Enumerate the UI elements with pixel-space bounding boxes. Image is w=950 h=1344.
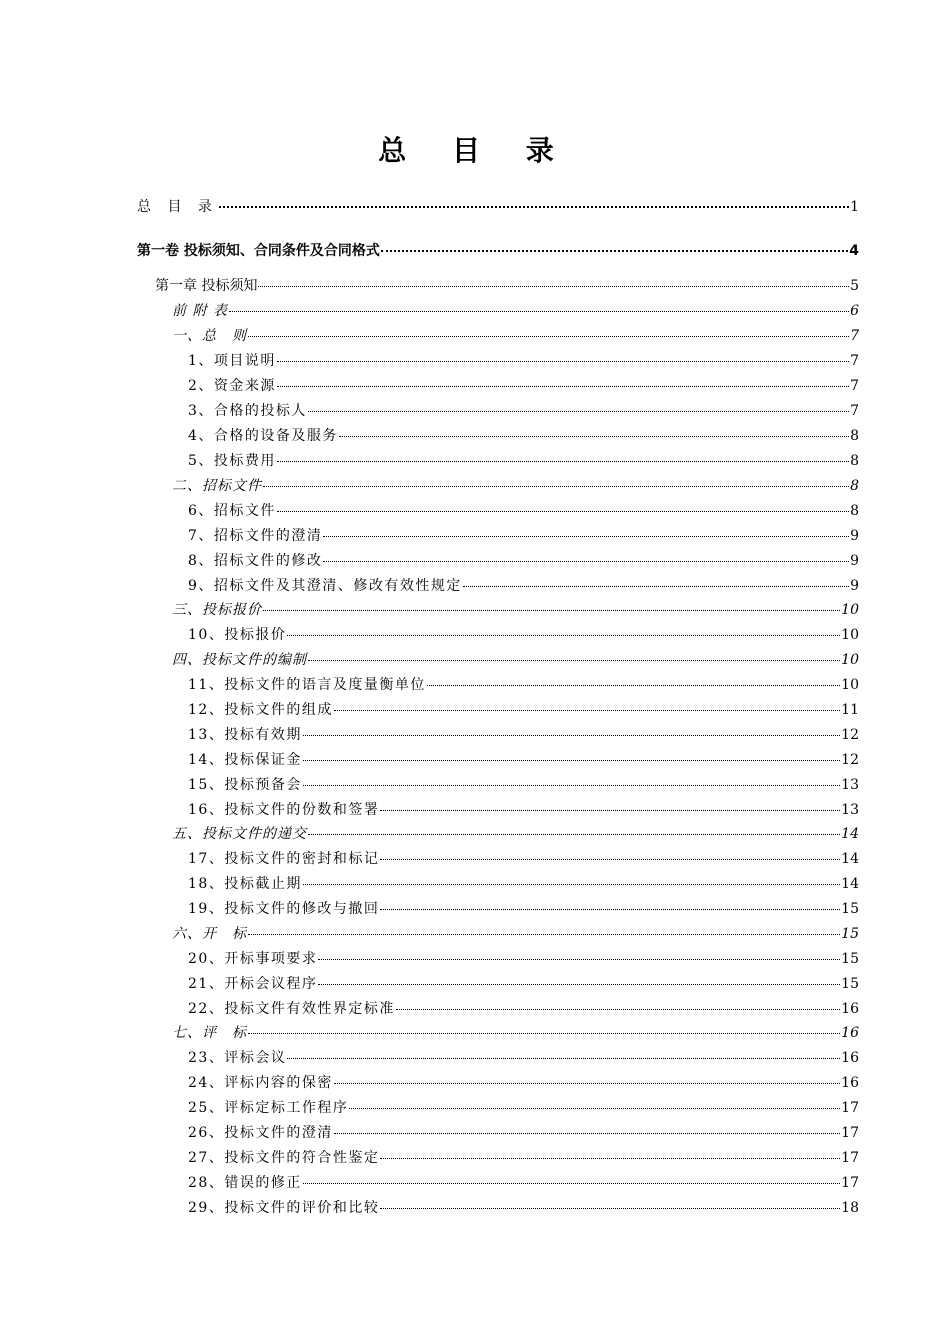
toc-entry-page-number: 18 [841,1200,859,1216]
toc-leader-dots [277,386,849,387]
toc-entry-title: 29、投标文件的评价和比较 [188,1200,380,1216]
toc-entry-title: 7、招标文件的澄清 [188,528,323,544]
toc-leader-dots [396,1009,840,1010]
toc-entry-page-number: 15 [841,926,859,942]
toc-leader-dots [303,735,840,736]
toc-entry-page-number: 15 [841,976,859,992]
toc-entry-page-number: 9 [850,553,859,569]
toc-entry[interactable] [188,402,859,420]
toc-entry[interactable] [188,452,859,470]
toc-entry-page-number: 9 [850,528,859,544]
toc-entry[interactable] [188,1000,859,1018]
toc-leader-dots [303,884,840,885]
toc-leader-dots [229,311,849,312]
toc-entry-page-number: 10 [841,602,859,618]
toc-entry-title: 17、投标文件的密封和标记 [188,851,380,867]
toc-entry-page-number: 17 [841,1175,859,1191]
toc-entry-page-number: 10 [841,627,859,643]
toc-leader-dots [380,1208,840,1209]
toc-entry-page-number: 16 [841,1001,859,1017]
toc-entry-page-number: 12 [841,727,859,743]
toc-entry[interactable] [188,676,859,694]
toc-entry-title: 4、合格的设备及服务 [188,428,338,444]
toc-entry[interactable] [172,925,859,943]
toc-entry-page-number: 14 [841,876,859,892]
toc-leader-dots [277,461,849,462]
toc-entry[interactable] [137,198,859,216]
toc-leader-dots [303,760,840,761]
toc-entry-page-number: 15 [841,901,859,917]
toc-entry-page-number: 14 [841,826,859,842]
toc-entry[interactable] [172,477,859,495]
toc-entry-title: 20、开标事项要求 [188,951,318,967]
toc-entry[interactable] [172,327,859,345]
toc-entry-title: 11、投标文件的语言及度量衡单位 [188,677,426,693]
toc-entry[interactable] [137,242,859,260]
toc-entry-title: 二、招标文件 [172,478,262,494]
toc-leader-dots [334,1083,840,1084]
toc-entry-page-number: 13 [841,802,859,818]
toc-entry-page-number: 7 [850,403,859,419]
toc-leader-dots [287,635,840,636]
toc-entry[interactable] [188,527,859,545]
toc-leader-dots [323,561,849,562]
toc-entry-page-number: 17 [841,1150,859,1166]
toc-entry[interactable] [188,1174,859,1192]
toc-entry-page-number: 7 [850,328,859,344]
toc-entry-title: 8、招标文件的修改 [188,553,323,569]
page-title: 总 目 录 [378,134,572,167]
toc-entry-title: 18、投标截止期 [188,876,302,892]
toc-entry-page-number: 15 [841,951,859,967]
toc-entry-page-number: 10 [841,677,859,693]
toc-leader-dots [258,286,849,287]
toc-entry-title: 16、投标文件的份数和签署 [188,802,380,818]
toc-leader-dots [323,536,849,537]
toc-entry[interactable] [188,377,859,395]
toc-entry-title: 5、投标费用 [188,453,276,469]
toc-entry-page-number: 9 [850,578,859,594]
toc-entry-page-number: 12 [841,752,859,768]
toc-entry[interactable] [188,1074,859,1092]
toc-entry[interactable] [188,701,859,719]
toc-leader-dots [303,785,840,786]
toc-entry-title: 前 附 表 [172,303,228,319]
toc-entry[interactable] [188,726,859,744]
toc-entry-page-number: 6 [850,303,859,319]
toc-entry-page-number: 8 [850,478,859,494]
toc-entry[interactable] [188,352,859,370]
toc-entry[interactable] [188,950,859,968]
toc-entry-title: 15、投标预备会 [188,777,302,793]
toc-entry-title: 六、开 标 [172,926,247,942]
toc-entry-title: 24、评标内容的保密 [188,1075,333,1091]
toc-entry-page-number: 8 [850,428,859,444]
toc-entry[interactable] [188,1099,859,1117]
toc-entry-page-number: 16 [841,1075,859,1091]
toc-leader-dots [318,984,840,985]
toc-leader-dots [308,834,840,835]
toc-entry-title: 6、招标文件 [188,503,276,519]
toc-leader-dots [303,1183,840,1184]
toc-entry-title: 27、投标文件的符合性鉴定 [188,1150,380,1166]
toc-entry-title: 25、评标定标工作程序 [188,1100,349,1116]
toc-entry[interactable] [188,875,859,893]
toc-entry-page-number: 4 [849,243,859,259]
toc-entry-title: 13、投标有效期 [188,727,302,743]
toc-entry-page-number: 13 [841,777,859,793]
toc-leader-dots [219,206,849,208]
toc-entry-title: 四、投标文件的编制 [172,652,307,668]
toc-entry-title: 10、投标报价 [188,627,287,643]
toc-leader-dots [380,909,840,910]
toc-entry[interactable] [188,502,859,520]
toc-entry-title: 1、项目说明 [188,353,276,369]
toc-entry-page-number: 16 [841,1050,859,1066]
toc-entry[interactable] [188,626,859,644]
toc-entry-title: 22、投标文件有效性界定标准 [188,1001,395,1017]
toc-leader-dots [380,1158,840,1159]
toc-leader-dots [287,1058,840,1059]
toc-entry-page-number: 7 [850,353,859,369]
toc-leader-dots [248,934,840,935]
toc-leader-dots [334,710,840,711]
toc-entry-page-number: 5 [850,278,859,294]
toc-entry-title: 12、投标文件的组成 [188,702,333,718]
toc-leader-dots [427,685,840,686]
toc-entry-page-number: 8 [850,453,859,469]
toc-leader-dots [463,586,849,587]
toc-leader-dots [263,486,849,487]
toc-entry-title: 9、招标文件及其澄清、修改有效性规定 [188,578,462,594]
toc-entry[interactable] [188,850,859,868]
toc-entry-page-number: 17 [841,1125,859,1141]
toc-entry-page-number: 11 [841,702,859,718]
toc-entry-title: 19、投标文件的修改与撤回 [188,901,380,917]
toc-entry[interactable] [172,302,859,320]
toc-leader-dots [248,1033,840,1034]
toc-leader-dots [277,361,849,362]
toc-entry-title: 总 目 录 [137,199,218,215]
toc-leader-dots [380,859,840,860]
toc-leader-dots [318,959,840,960]
toc-entry[interactable] [172,1024,859,1042]
toc-leader-dots [263,610,840,611]
toc-leader-dots [308,660,840,661]
toc-entry-title: 七、评 标 [172,1025,247,1041]
toc-entry[interactable] [188,1149,859,1167]
toc-entry-page-number: 7 [850,378,859,394]
toc-leader-dots [380,810,840,811]
toc-entry[interactable] [188,975,859,993]
toc-entry[interactable] [172,825,859,843]
toc-entry[interactable] [188,427,859,445]
toc-entry-page-number: 16 [841,1025,859,1041]
toc-entry-page-number: 10 [841,652,859,668]
toc-entry-title: 23、评标会议 [188,1050,287,1066]
toc-entry[interactable] [188,751,859,769]
toc-entry[interactable] [155,277,859,295]
toc-entry-title: 一、总 则 [172,328,247,344]
toc-entry[interactable] [172,651,859,669]
toc-entry-title: 三、投标报价 [172,602,262,618]
toc-entry[interactable] [188,900,859,918]
toc-entry-page-number: 1 [850,199,859,215]
toc-entry-title: 21、开标会议程序 [188,976,318,992]
toc-entry[interactable] [188,1199,859,1217]
toc-leader-dots [381,250,848,252]
toc-entry-title: 28、错误的修正 [188,1175,302,1191]
toc-entry[interactable] [188,1049,859,1067]
toc-entry[interactable] [188,552,859,570]
toc-entry-page-number: 17 [841,1100,859,1116]
toc-entry-title: 2、资金来源 [188,378,276,394]
toc-entry-title: 26、投标文件的澄清 [188,1125,333,1141]
toc-entry-title: 五、投标文件的递交 [172,826,307,842]
toc-entry-title: 第一卷 投标须知、合同条件及合同格式 [137,243,380,259]
toc-entry[interactable] [188,801,859,819]
toc-leader-dots [277,511,849,512]
toc-leader-dots [308,411,849,412]
toc-entry-page-number: 8 [850,503,859,519]
toc-entry-title: 3、合格的投标人 [188,403,307,419]
toc-entry[interactable] [188,1124,859,1142]
toc-entry[interactable] [188,577,859,595]
toc-leader-dots [339,436,849,437]
toc-entry[interactable] [172,601,859,619]
toc-leader-dots [334,1133,840,1134]
toc-entry-title: 14、投标保证金 [188,752,302,768]
toc-entry-title: 第一章 投标须知 [155,278,258,294]
toc-entry-page-number: 14 [841,851,859,867]
toc-leader-dots [248,336,849,337]
toc-entry[interactable] [188,776,859,794]
toc-leader-dots [349,1108,840,1109]
